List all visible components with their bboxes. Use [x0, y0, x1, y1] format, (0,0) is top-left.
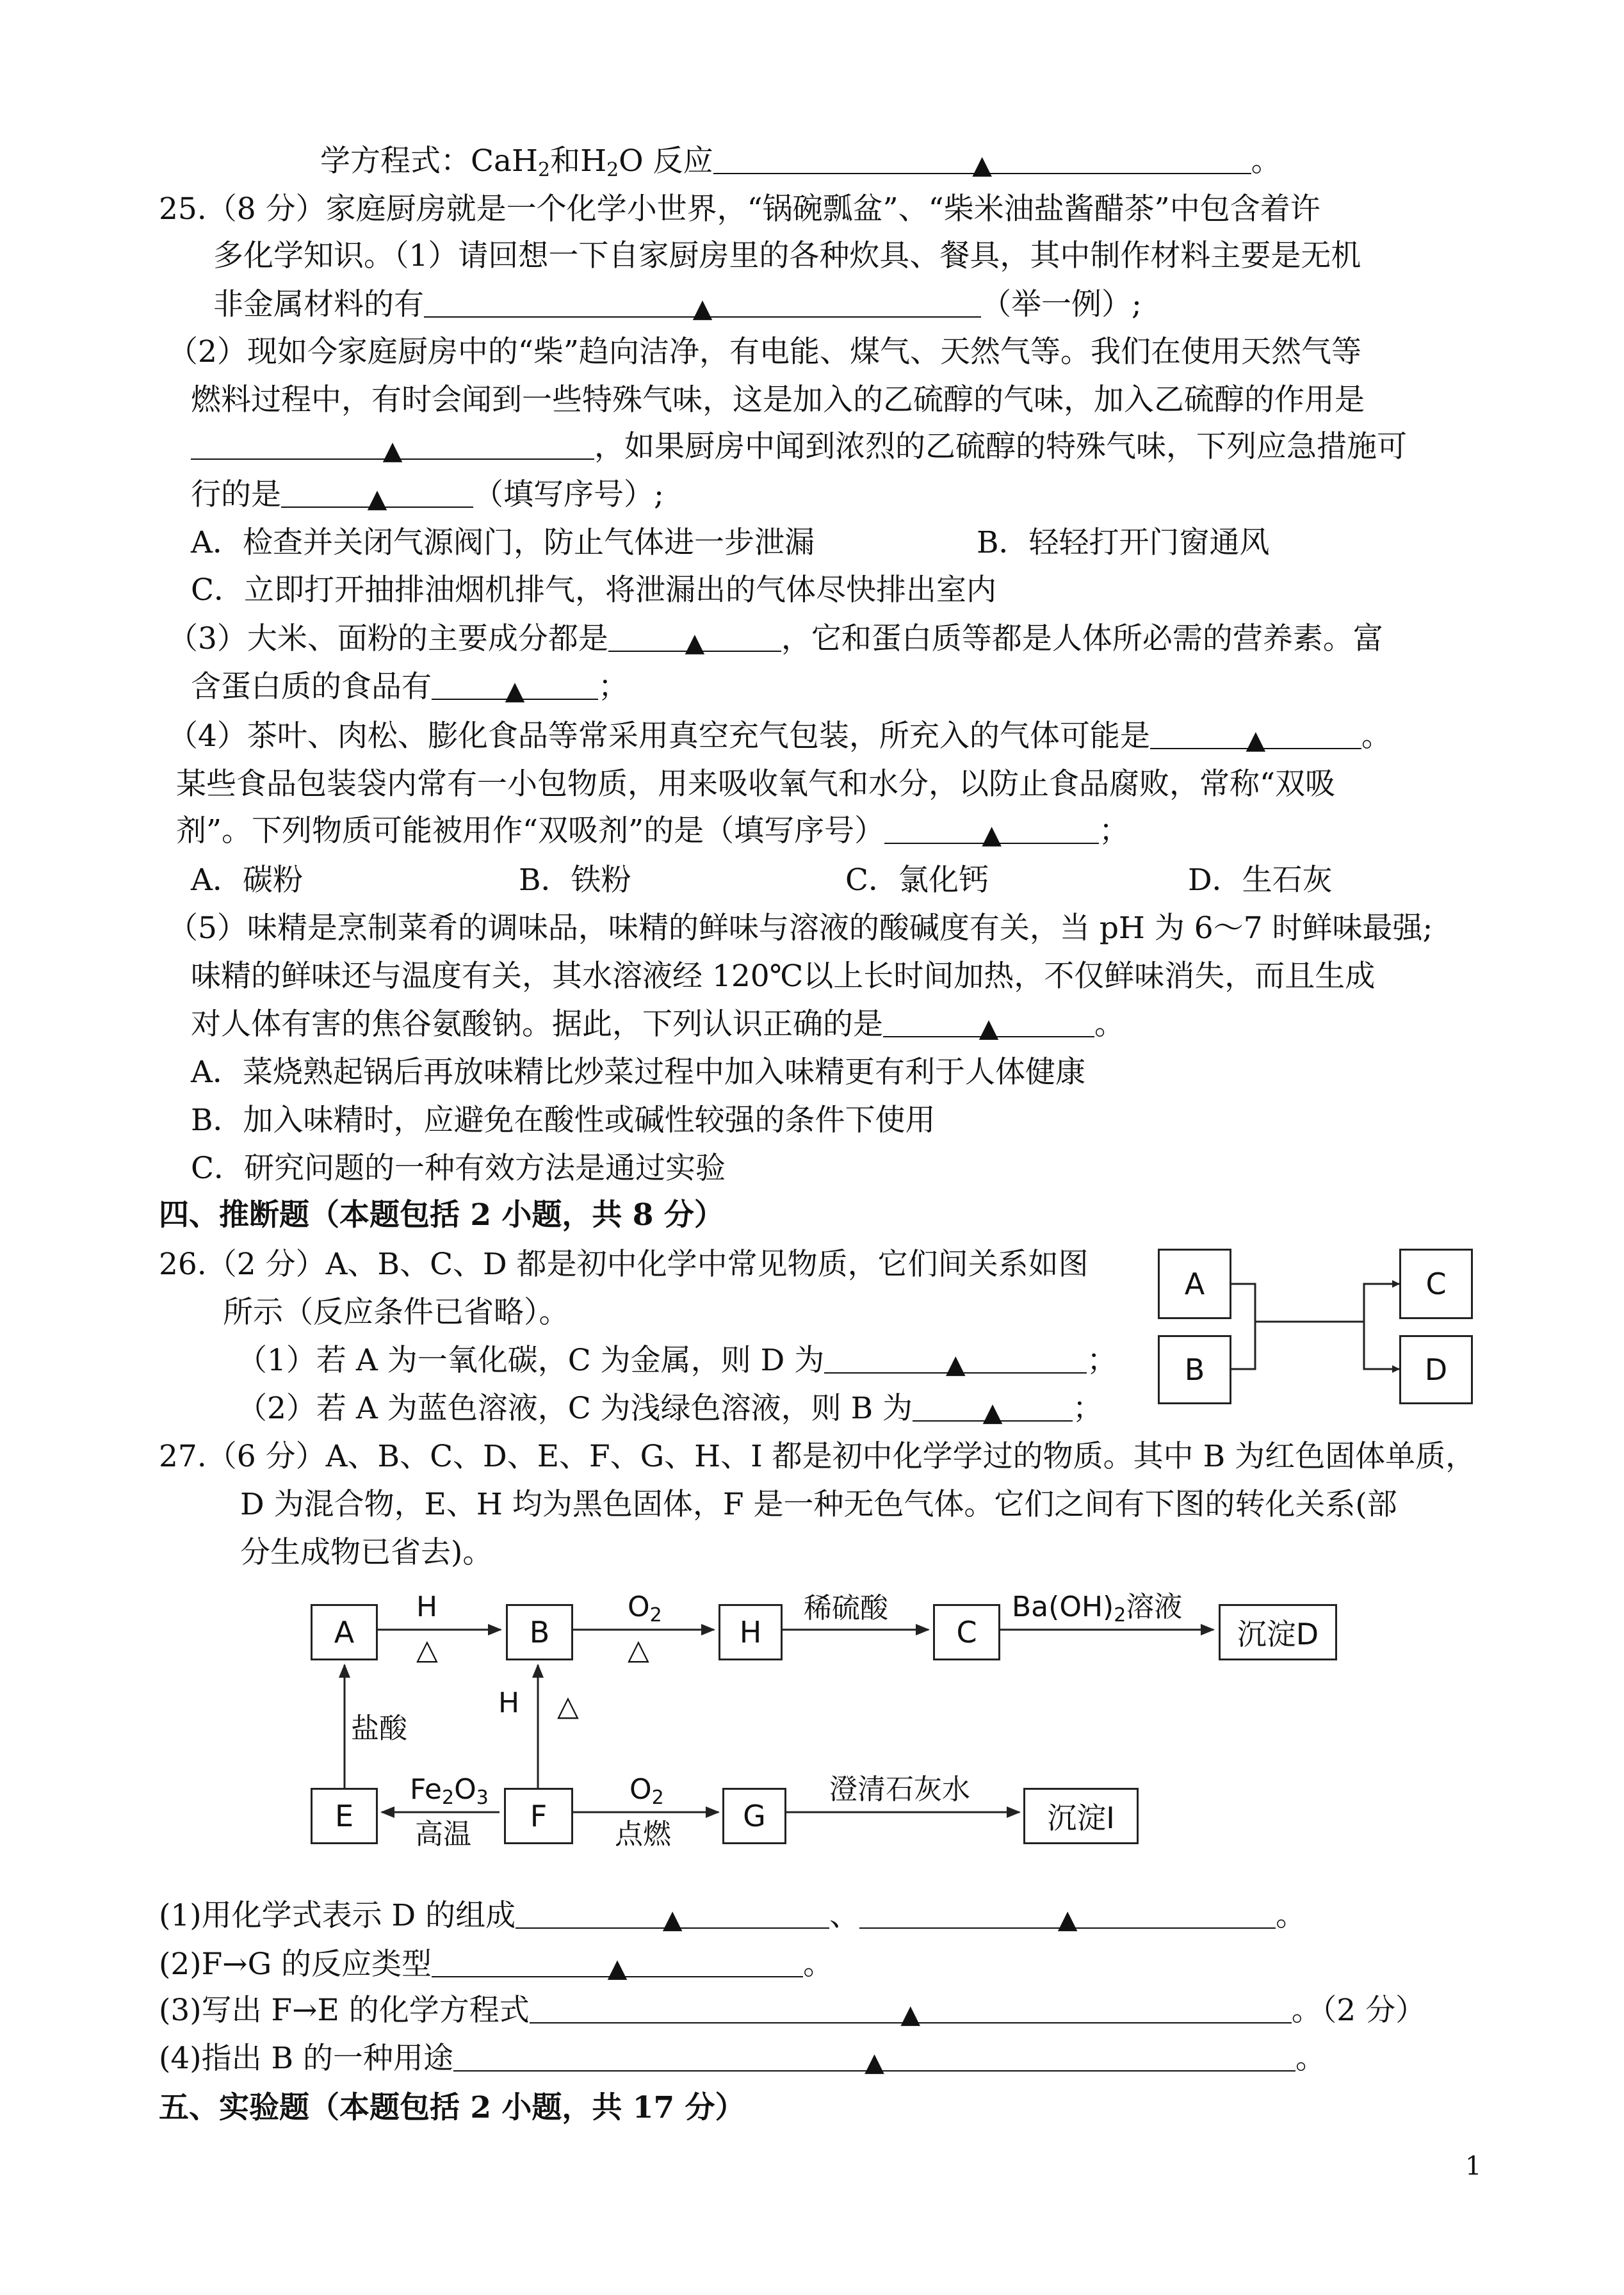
text: 非金属材料的有 — [213, 287, 424, 322]
answer-blank[interactable] — [453, 2042, 1295, 2077]
triangle-icon: ▲ — [972, 150, 993, 180]
q25-4-line-3 — [176, 812, 1129, 850]
option-c: C．氯化钙 — [845, 863, 989, 898]
text: ； — [1073, 1391, 1103, 1426]
arrow-label: 澄清石灰水 — [829, 1773, 970, 1806]
text: ，如果厨房中闻到浓烈的乙硫醇的特殊气味，下列应急措施可 — [594, 429, 1407, 464]
option-b: B．铁粉 — [519, 863, 631, 898]
triangle-icon: ▲ — [945, 1350, 966, 1379]
arrow-label: △ — [557, 1690, 579, 1723]
q27-sub-3 — [159, 1991, 1425, 2030]
q25-2-line-3 — [191, 428, 1407, 466]
text: 。 — [1295, 2041, 1326, 2076]
section-heading: 五、实验题（本题包括 2 小题，共 17 分） — [159, 2090, 745, 2125]
triangle-icon: ▲ — [978, 1014, 999, 1043]
arrow-label — [628, 1591, 662, 1626]
answer-blank[interactable] — [859, 1899, 1276, 1934]
subscript: 2 — [649, 1604, 662, 1626]
text: O 反应 — [619, 143, 713, 179]
text: ； — [598, 669, 628, 704]
arrow-label: △ — [416, 1634, 438, 1666]
text: O — [628, 1591, 650, 1623]
node-h: H — [719, 1604, 783, 1660]
q25-3-line-2 — [191, 668, 628, 706]
arrow-label: H — [416, 1591, 438, 1623]
node-a: A — [1158, 1249, 1231, 1319]
text: ； — [1087, 1343, 1117, 1378]
answer-blank[interactable] — [713, 145, 1251, 180]
text: 、 — [829, 1898, 860, 1933]
text: 对人体有害的焦谷氨酸钠。据此，下列认识正确的是 — [191, 1007, 883, 1042]
node-e: E — [311, 1788, 378, 1844]
answer-blank[interactable] — [1150, 720, 1361, 755]
arrow-label — [1012, 1591, 1183, 1626]
text: (2)F→G 的反应类型 — [159, 1947, 432, 1982]
subscript: 2 — [537, 159, 551, 181]
q25-3-line-1 — [168, 620, 1383, 658]
triangle-icon: ▲ — [685, 628, 705, 658]
node-b: B — [506, 1604, 573, 1660]
answer-blank[interactable] — [191, 430, 594, 466]
option-d: D．生石灰 — [1188, 863, 1333, 898]
text: 。（2 分） — [1291, 1993, 1426, 2028]
text: 含蛋白质的食品有 — [191, 669, 432, 704]
text: 。 — [803, 1947, 834, 1982]
arrow-label: 盐酸 — [351, 1712, 407, 1745]
option-c: C．研究问题的一种有效方法是通过实验 — [191, 1151, 726, 1186]
text: 行的是 — [191, 477, 281, 512]
triangle-icon: ▲ — [692, 294, 713, 323]
option-b: B．轻轻打开门窗通风 — [977, 525, 1270, 560]
q26-sub-1 — [237, 1342, 1117, 1380]
node-c: C — [1399, 1249, 1473, 1319]
q26-sub-2 — [237, 1390, 1103, 1428]
node-g: G — [722, 1788, 786, 1844]
triangle-icon: ▲ — [382, 436, 403, 466]
arrow-label: 点燃 — [615, 1818, 671, 1851]
option-c: C．立即打开抽排油烟机排气，将泄漏出的气体尽快排出室内 — [191, 572, 996, 608]
subscript: 2 — [1114, 1604, 1126, 1626]
arrow-label: 稀硫酸 — [804, 1592, 888, 1625]
q25-5-line-2: 味精的鲜味还与温度有关，其水溶液经 120℃以上长时间加热，不仅鲜味消失，而且生成 — [191, 959, 1376, 994]
q25-line-1: 25.（8 分）家庭厨房就是一个化学小世界，“锅碗瓢盆”、“柴米油盐酱醋茶”中包含着许 — [159, 191, 1320, 227]
triangle-icon: ▲ — [607, 1954, 628, 1983]
triangle-icon: ▲ — [367, 484, 387, 514]
q24-equation-line — [320, 142, 1281, 181]
arrow-label: H — [498, 1687, 520, 1719]
q25-2-line-2: 燃料过程中，有时会闻到一些特殊气味，这是加入的乙硫醇的气味，加入乙硫醇的作用是 — [191, 382, 1365, 418]
q27-sub-4 — [159, 2040, 1326, 2078]
q27-sub-2 — [159, 1945, 833, 1984]
q25-4-line-2: 某些食品包装袋内常有一小包物质，用来吸收氧气和水分，以防止食品腐败，常称“双吸 — [176, 766, 1336, 802]
q25-line-3 — [213, 286, 1142, 324]
text: 。 — [1276, 1898, 1306, 1933]
q26-line-1: 26.（2 分）A、B、C、D 都是初中化学中常见物质，它们间关系如图 — [159, 1247, 1089, 1282]
text: Ba(OH) — [1012, 1591, 1114, 1623]
text: （4）茶叶、肉松、膨化食品等常采用真空充气包装，所充入的气体可能是 — [168, 718, 1150, 754]
subscript: 2 — [606, 159, 619, 181]
triangle-icon: ▲ — [900, 2000, 921, 2029]
text: Fe — [410, 1773, 442, 1806]
subscript: 2 — [651, 1787, 664, 1809]
q27-sub-1 — [159, 1897, 1306, 1935]
arrow-label: △ — [628, 1634, 649, 1666]
answer-blank[interactable] — [913, 1392, 1073, 1427]
text: (3)写出 F→E 的化学方程式 — [159, 1993, 530, 2028]
text: （2）若 A 为蓝色溶液，C 为浅绿色溶液，则 B 为 — [237, 1391, 913, 1426]
q26-line-2: 所示（反应条件已省略）。 — [223, 1295, 569, 1330]
page-number: 1 — [1465, 2152, 1482, 2181]
text: 。 — [1361, 718, 1392, 754]
text: 溶液 — [1126, 1591, 1183, 1623]
answer-blank[interactable] — [530, 1994, 1292, 2029]
text: (4)指出 B 的一种用途 — [159, 2041, 453, 2076]
arrow-label — [410, 1773, 489, 1809]
node-c: C — [933, 1604, 1000, 1660]
q25-line-2: 多化学知识。（1）请回想一下自家厨房里的各种炊具、餐具，其中制作材料主要是无机 — [213, 238, 1361, 273]
section-heading: 四、推断题（本题包括 2 小题，共 8 分） — [159, 1197, 724, 1233]
text: O — [454, 1773, 476, 1806]
triangle-icon: ▲ — [982, 820, 1002, 850]
text: (1)用化学式表示 D 的组成 — [159, 1898, 516, 1933]
node-d: 沉淀D — [1219, 1604, 1337, 1660]
option-a: A．碳粉 — [191, 863, 303, 898]
text: （1）若 A 为一氧化碳，C 为金属，则 D 为 — [237, 1343, 825, 1378]
option-a: A．菜烧熟起锅后再放味精比炒菜过程中加入味精更有利于人体健康 — [191, 1055, 1085, 1090]
arrow-label: 高温 — [415, 1818, 471, 1851]
q25-5-line-1: （5）味精是烹制菜肴的调味品，味精的鲜味与溶液的酸碱度有关，当 pH 为 6～7 时鲜味最强; — [168, 911, 1433, 946]
q27-line-3: 分生成物已省去)。 — [240, 1535, 493, 1570]
node-b: B — [1158, 1335, 1231, 1404]
text: 。 — [1094, 1007, 1125, 1042]
arrow-label — [629, 1773, 664, 1809]
text: 学方程式：CaH — [320, 143, 538, 179]
answer-blank[interactable] — [824, 1344, 1087, 1379]
triangle-icon: ▲ — [1246, 726, 1266, 755]
triangle-icon: ▲ — [662, 1905, 683, 1934]
text: 和H — [550, 143, 607, 179]
text: （填写序号）; — [473, 477, 664, 512]
option-b: B．加入味精时，应避免在酸性或碱性较强的条件下使用 — [191, 1103, 936, 1138]
q25-5-line-3 — [191, 1005, 1125, 1044]
q27-line-2: D 为混合物，E、H 均为黑色固体，F 是一种无色气体。它们之间有下图的转化关系(部 — [240, 1487, 1397, 1522]
answer-blank[interactable] — [516, 1899, 829, 1934]
text: 。 — [1251, 143, 1281, 179]
answer-blank[interactable] — [424, 288, 981, 323]
q25-4-line-1 — [168, 717, 1392, 756]
node-i: 沉淀I — [1023, 1788, 1139, 1844]
option-a: A．检查并关闭气源阀门，防止气体进一步泄漏 — [191, 525, 815, 560]
text: ； — [1099, 813, 1130, 848]
subscript: 3 — [476, 1787, 489, 1809]
triangle-icon: ▲ — [982, 1398, 1003, 1427]
q27-line-1: 27.（6 分）A、B、C、D、E、F、G、H、I 都是初中化学学过的物质。其中 B 为红色固体单质， — [159, 1439, 1476, 1474]
text: （举一例）; — [981, 287, 1142, 322]
q25-2-line-1: （2）现如今家庭厨房中的“柴”趋向洁净，有电能、煤气、天然气等。我们在使用天然气等 — [168, 334, 1361, 369]
q25-2-line-4 — [191, 476, 664, 514]
answer-blank[interactable] — [432, 1948, 803, 1983]
text: ，它和蛋白质等都是人体所必需的营养素。富 — [781, 621, 1383, 656]
answer-blank[interactable] — [883, 1008, 1094, 1043]
node-a: A — [311, 1604, 378, 1660]
triangle-icon: ▲ — [505, 676, 525, 706]
answer-blank[interactable] — [608, 622, 781, 658]
answer-blank[interactable] — [281, 478, 473, 514]
answer-blank[interactable] — [884, 815, 1099, 850]
subscript: 2 — [441, 1787, 455, 1809]
text: O — [629, 1773, 652, 1806]
answer-blank[interactable] — [432, 670, 598, 706]
node-f: F — [504, 1788, 573, 1844]
node-d: D — [1399, 1335, 1473, 1404]
text: （3）大米、面粉的主要成分都是 — [168, 621, 608, 656]
text: 剂”。下列物质可能被用作“双吸剂”的是（填写序号） — [176, 813, 885, 848]
triangle-icon: ▲ — [865, 2048, 884, 2077]
triangle-icon: ▲ — [1057, 1905, 1078, 1934]
